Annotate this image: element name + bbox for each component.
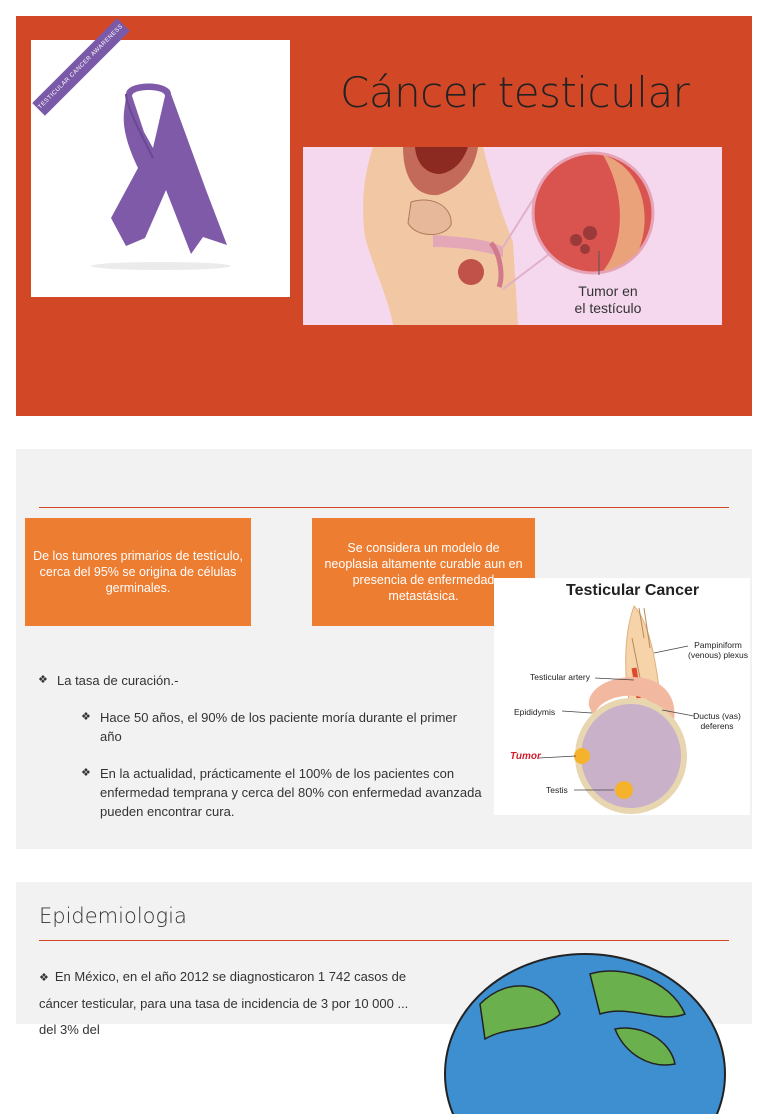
diamond-bullet-icon: ❖ — [39, 972, 49, 984]
list-item-text: Hace 50 años, el 90% de los paciente moría durante el primer año — [100, 710, 457, 744]
awareness-ribbon-image — [31, 23, 290, 297]
title-divider — [39, 507, 729, 508]
callout-germinal-cells-text: De los tumores primarios de testículo, cerca del 95% se origina de células germinales. — [33, 549, 243, 595]
label-epididymis: Epididymis — [514, 707, 556, 717]
list-item-text: En México, en el año 2012 se diagnosticaron 1 742 casos de cáncer testicular, para una tasa de incidencia de 3 por 10 000 ... del 3% del — [39, 969, 409, 1037]
awareness-band: TESTICULAR CANCER AWARENESS — [32, 18, 130, 116]
globe-illustration — [440, 944, 730, 1114]
page-title: Cáncer testicular — [340, 68, 690, 117]
diamond-bullet-icon: ❖ — [81, 711, 91, 723]
diamond-bullet-icon: ❖ — [81, 767, 91, 779]
tumor-caption-line2: el testículo — [574, 300, 642, 316]
callout-curable-text: Se considera un modelo de neoplasia altamente curable aun en presencia de enfermedad metastásica. — [324, 541, 523, 603]
slide-title — [16, 16, 752, 416]
purple-ribbon-icon — [31, 40, 290, 297]
list-item — [39, 964, 429, 1043]
label-ductus: Ductus (vas) deferens — [693, 711, 741, 731]
diamond-bullet-icon: ❖ — [38, 674, 48, 686]
list-item-text: En la actualidad, prácticamente el 100% de los pacientes con enfermedad temprana y cerca del 80% con enfermedad avanzada pueden encontrar cura. — [100, 766, 482, 819]
label-testis: Testis — [546, 785, 568, 795]
label-pampiniform: Pampiniform (venous) plexus — [688, 640, 749, 660]
section-title: Epidemiologia — [39, 904, 187, 928]
label-testicular-artery: Testicular artery — [530, 672, 590, 682]
testicular-cancer-diagram — [494, 578, 750, 815]
title-divider — [39, 940, 729, 941]
callout-germinal-cells — [25, 518, 251, 626]
anatomy-illustration — [303, 147, 722, 325]
tumor-caption-line1: Tumor en — [578, 283, 638, 299]
slide-cure-rate — [16, 449, 752, 849]
tumor-caption — [563, 283, 653, 317]
label-tumor: Tumor — [510, 751, 541, 762]
list-item-text: La tasa de curación.- — [57, 673, 179, 688]
diagram-title: Testicular Cancer — [566, 582, 700, 599]
slide-epidemiology — [16, 882, 752, 1037]
